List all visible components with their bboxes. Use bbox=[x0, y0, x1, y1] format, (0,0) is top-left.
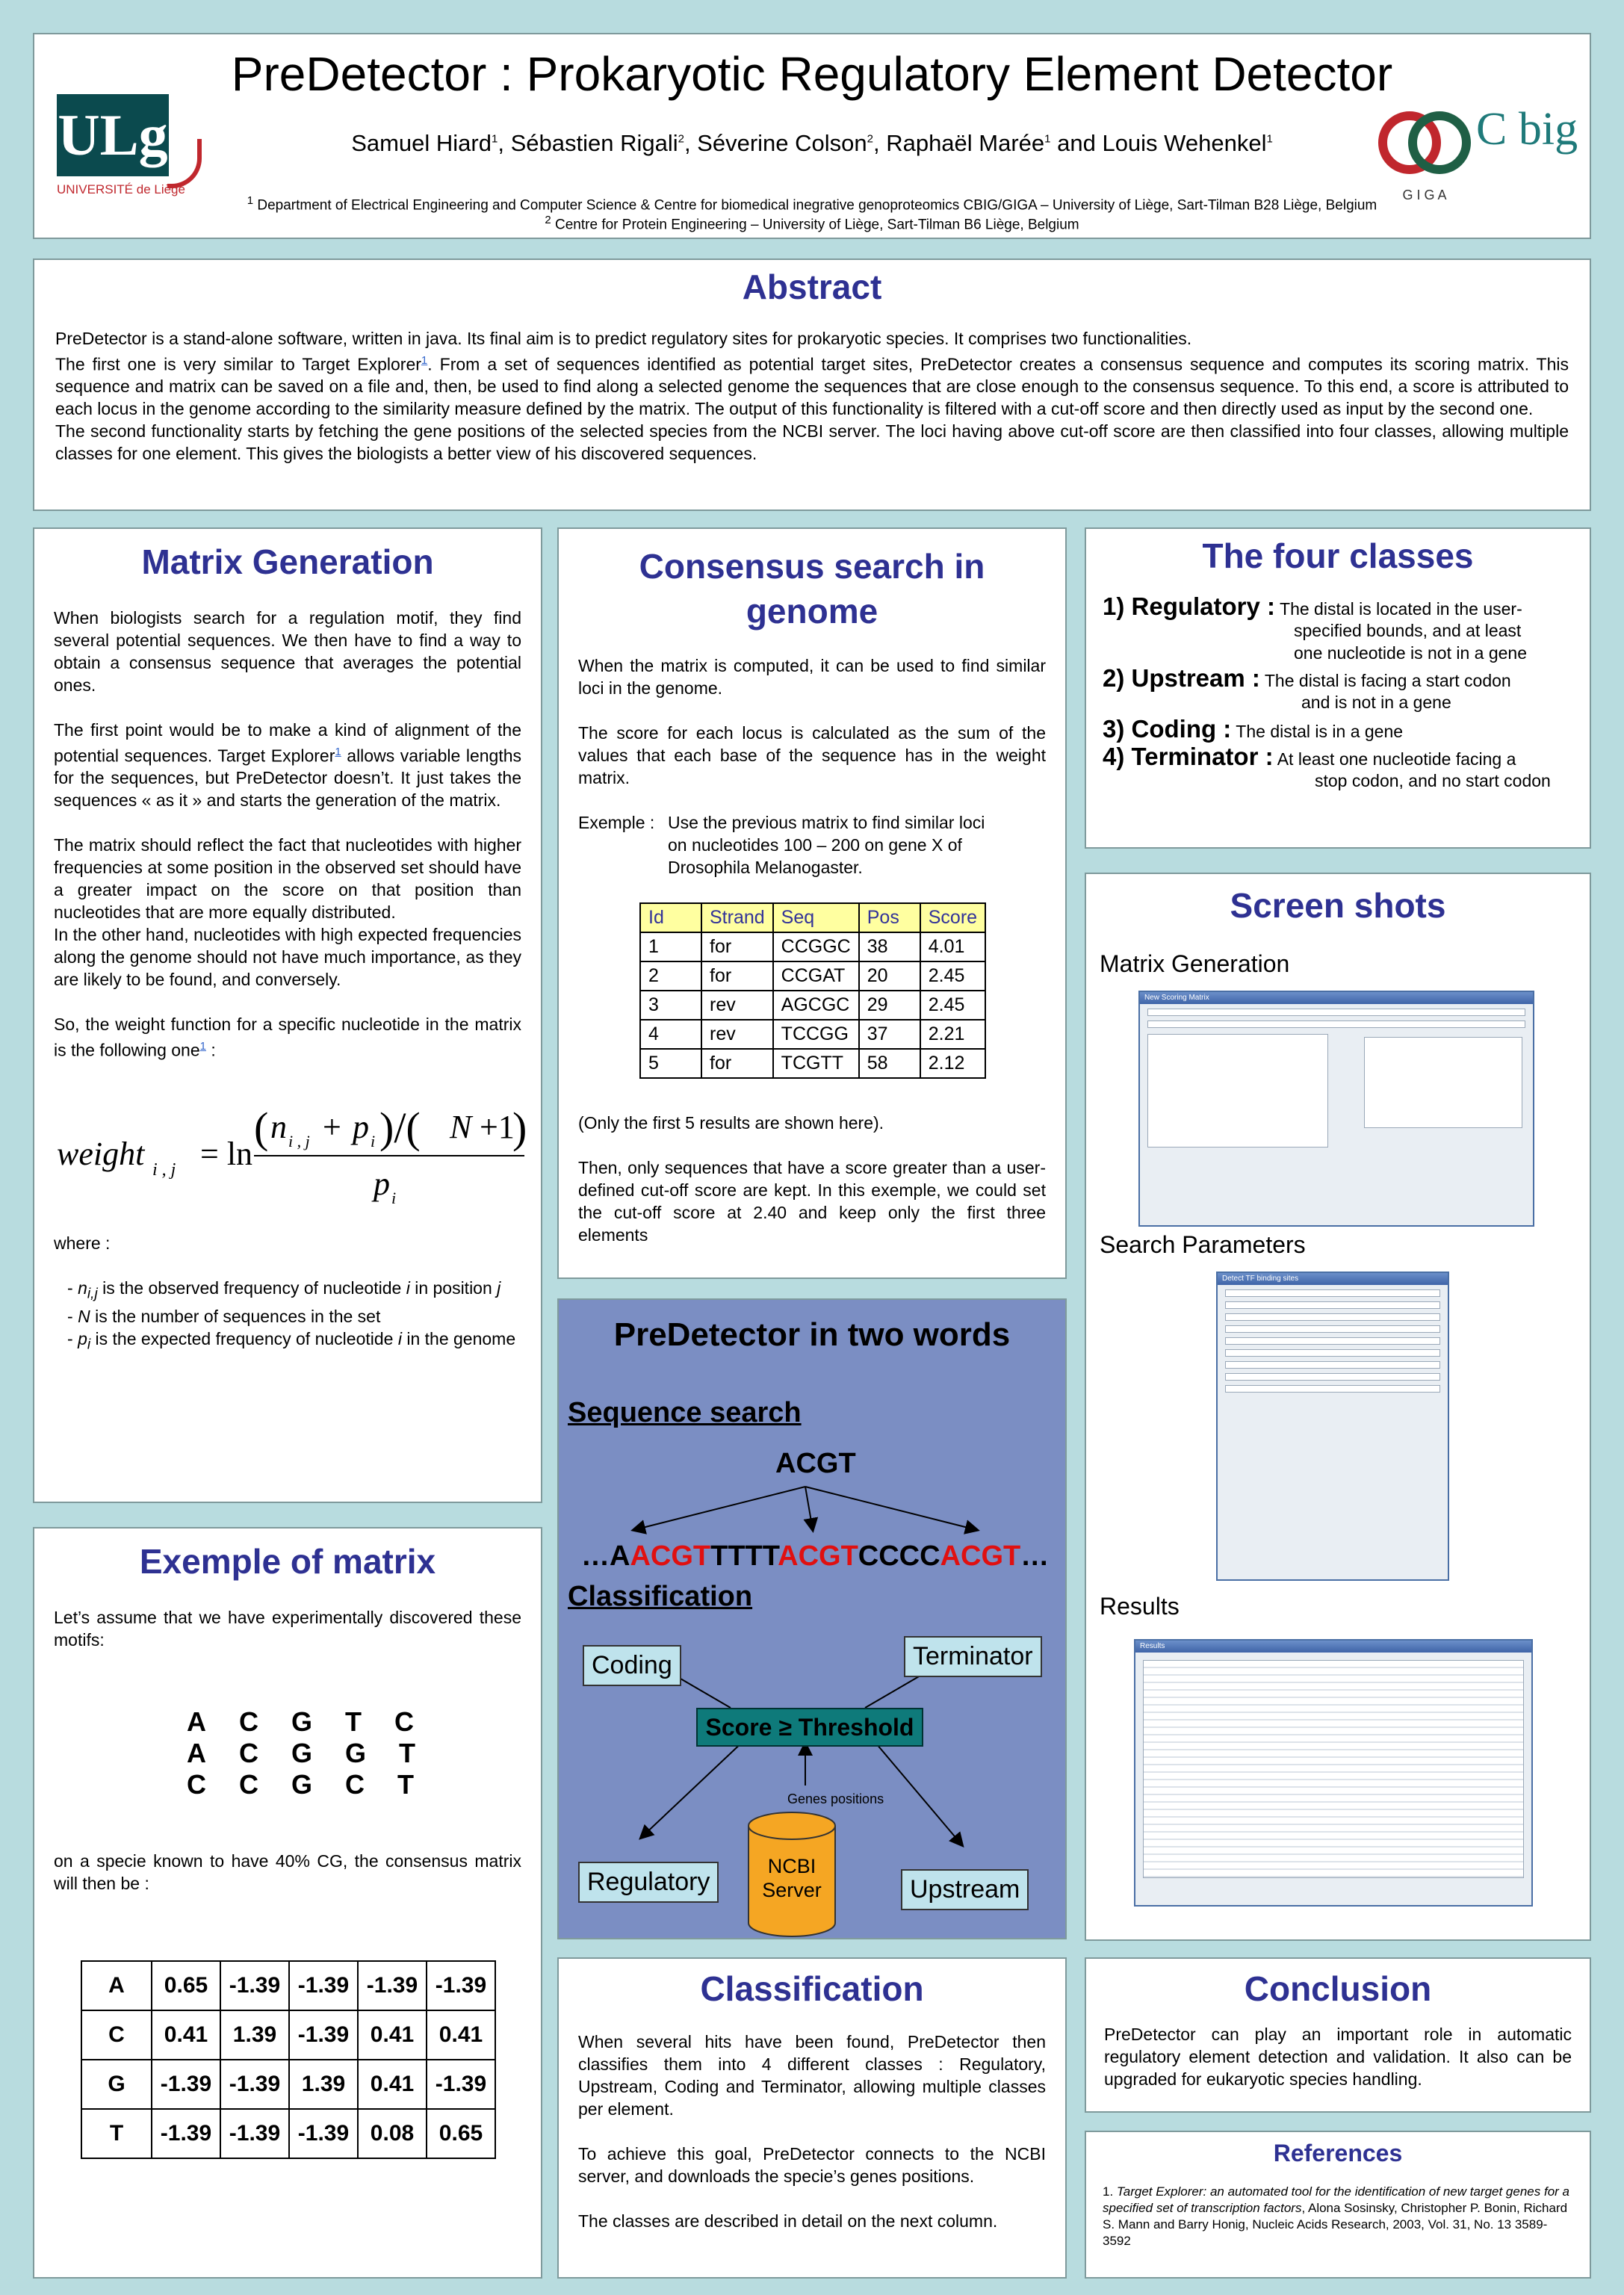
motif-3: CCGCT bbox=[187, 1768, 447, 1800]
svg-text:= ln: = ln bbox=[200, 1135, 253, 1172]
motif-acgt: ACGT bbox=[775, 1448, 856, 1479]
seq-part-3: CCCC bbox=[858, 1540, 940, 1572]
sequence-search-heading: Sequence search bbox=[568, 1397, 802, 1428]
win1-field bbox=[1147, 1020, 1525, 1028]
matrix-cell: 0.65 bbox=[152, 1961, 220, 2010]
classification-paragraph-3: The classes are described in detail on the next column. bbox=[578, 2211, 998, 2231]
four-classes-title: The four classes bbox=[1202, 536, 1474, 575]
references-panel bbox=[1085, 2131, 1591, 2279]
class-regulatory bbox=[1103, 592, 1573, 665]
results-cell: 2.12 bbox=[920, 1049, 985, 1078]
svg-text:): ) bbox=[512, 1103, 527, 1152]
matrix-cell: -1.39 bbox=[220, 2060, 289, 2109]
matrix-nucleotide-label: G bbox=[81, 2060, 152, 2109]
matrix-cell: 1.39 bbox=[289, 2060, 358, 2109]
abstract-panel bbox=[33, 258, 1591, 511]
svg-text:(: ( bbox=[254, 1103, 269, 1152]
sequence-string bbox=[581, 1540, 1049, 1573]
win2-field bbox=[1225, 1313, 1440, 1321]
motif-list bbox=[187, 1706, 521, 1800]
poster-title: PreDetector : Prokaryotic Regulatory Element Detector bbox=[231, 47, 1393, 101]
matrix-cell: 0.41 bbox=[358, 2010, 427, 2060]
matrix-nucleotide-label: A bbox=[81, 1961, 152, 2010]
class-regulatory-name: 1) Regulatory : bbox=[1103, 592, 1276, 620]
cbig-logo-text: C big bbox=[1476, 104, 1578, 155]
genes-positions-label: Genes positions bbox=[787, 1791, 884, 1806]
results-cell: 38 bbox=[859, 932, 920, 961]
ncbi-server-label: NCBI Server bbox=[762, 1855, 822, 1901]
classification-paragraph-2: To achieve this goal, PreDetector connects to the NCBI server, and downloads the specie’s genes positions. bbox=[578, 2143, 1046, 2186]
classification-title: Classification bbox=[700, 1969, 924, 2008]
affiliation-2 bbox=[34, 214, 1590, 233]
results-table bbox=[639, 902, 986, 1079]
reference-1-details: , Alona Sosinsky, Christopher P. Bonin, Richard S. Mann and Barry Honig, Nucleic Acids Research, 2003, Vol. 31, No. 13 3589-3592 bbox=[1103, 2201, 1568, 2248]
win2-field bbox=[1225, 1301, 1440, 1309]
matrix-cell: -1.39 bbox=[220, 2109, 289, 2158]
weight-formula bbox=[54, 1084, 527, 1218]
abstract-paragraph-1: PreDetector is a stand-alone software, written in java. Its final aim is to predict regulatory sites for prokaryotic species. It comprises two functionalities. bbox=[55, 328, 1192, 348]
consensus-footer bbox=[578, 1112, 1046, 1246]
results-cell: for bbox=[701, 961, 773, 991]
abstract-paragraph-3: The second functionality starts by fetching the gene positions of the selected species from the NCBI server. The loci having above cut-off score are then classified into four classes, allowing multiple classes for one element. This gives the biologists a better view of his discovered sequences. bbox=[55, 421, 1569, 464]
results-cell: TCGTT bbox=[773, 1049, 859, 1078]
results-header-cell: Strand bbox=[701, 903, 773, 932]
class-terminator-line-1: At least one nucleotide facing a bbox=[1277, 749, 1516, 769]
mg-paragraph-3: The matrix should reflect the fact that nucleotides with higher frequencies at some position in the observed set should have a greater impact on the score on that position than nucleotides that are more equally distributed. bbox=[54, 835, 521, 923]
win1-matrix-grid bbox=[1364, 1037, 1522, 1128]
matrix-generation-panel bbox=[33, 527, 542, 1503]
screenshot-label-matrix: Matrix Generation bbox=[1100, 950, 1290, 977]
mg-definitions bbox=[54, 1232, 521, 1357]
regulatory-box: Regulatory bbox=[578, 1862, 719, 1903]
references-title: References bbox=[1273, 2140, 1403, 2167]
matrix-cell: 0.41 bbox=[358, 2060, 427, 2109]
class-upstream-line-2: and is not in a gene bbox=[1301, 692, 1451, 712]
reference-1 bbox=[1103, 2184, 1573, 2249]
four-classes-panel bbox=[1085, 527, 1591, 849]
reference-1-title: Target Explorer: an automated tool for the identification of new target genes for a specified set of transcription factors bbox=[1103, 2184, 1569, 2215]
consensus-panel bbox=[557, 527, 1067, 1279]
consensus-example-line-1: Use the previous matrix to find similar loci bbox=[668, 813, 985, 832]
svg-text:i , j: i , j bbox=[152, 1159, 176, 1180]
coding-box: Coding bbox=[583, 1645, 681, 1686]
consensus-paragraph-1: When the matrix is computed, it can be used to find similar loci in the genome. bbox=[578, 656, 1046, 698]
conclusion-panel bbox=[1085, 1957, 1591, 2113]
results-row bbox=[640, 932, 985, 961]
matrix-cell: -1.39 bbox=[152, 2060, 220, 2109]
screenshots-panel bbox=[1085, 873, 1591, 1941]
matrix-row bbox=[81, 1961, 495, 2010]
consensus-example-line-2: on nucleotides 100 – 200 on gene X of bbox=[668, 835, 962, 855]
matrix-cell: 0.08 bbox=[358, 2109, 427, 2158]
win2-field bbox=[1225, 1373, 1440, 1381]
classification-paragraph-1: When several hits have been found, PreDetector then classifies them into 4 different classes : Regulatory, Upstream, Coding and Terminator, allowing multiple classes per element. bbox=[578, 2031, 1046, 2119]
results-cell: 1 bbox=[640, 932, 701, 961]
header-panel bbox=[33, 33, 1591, 239]
giga-logo bbox=[1376, 102, 1473, 221]
consensus-body bbox=[578, 654, 1046, 880]
results-cell: 3 bbox=[640, 991, 701, 1020]
conclusion-body: PreDetector can play an important role in automatic regulatory element detection and validation. It also can be upgraded for eukaryotic species handling. bbox=[1104, 2024, 1572, 2089]
results-row bbox=[640, 1020, 985, 1049]
results-cell: 37 bbox=[859, 1020, 920, 1049]
score-threshold-box: Score ≥ Threshold bbox=[696, 1708, 923, 1747]
affiliation-2-text: Centre for Protein Engineering – University of Liège, Sart-Tilman B6 Liège, Belgium bbox=[555, 217, 1079, 233]
svg-text:i: i bbox=[371, 1131, 376, 1150]
seq-part-2: TTTT bbox=[710, 1540, 778, 1572]
consensus-paragraph-3: Then, only sequences that have a score greater than a user-defined cut-off score are kept. In this exemple, we could set the cut-off score at 2.40 and keep only the first three elements bbox=[578, 1158, 1046, 1245]
results-row bbox=[640, 991, 985, 1020]
matrix-cell: -1.39 bbox=[289, 2109, 358, 2158]
mg-definition-1: - $n_{i,j}$ is the observed frequency of nucleotide i in position j bbox=[67, 1277, 501, 1302]
consensus-example-line-3: Drosophila Melanogaster. bbox=[668, 858, 863, 877]
consensus-paragraph-2: The score for each locus is calculated as the sum of the values that each base of the sequence has in the weight matrix. bbox=[578, 723, 1046, 787]
win1-sequence-list bbox=[1147, 1034, 1328, 1148]
classification-panel bbox=[557, 1957, 1067, 2279]
win2-field bbox=[1225, 1337, 1440, 1345]
results-cell: 4.01 bbox=[920, 932, 985, 961]
svg-text:N: N bbox=[450, 1108, 472, 1145]
affiliation-1-text: Department of Electrical Engineering and Computer Science & Centre for biomedical inegrative genoproteomics CBIG/GIGA – University of Liège, Sart-Tilman B28 Liège, Belgium bbox=[257, 197, 1377, 214]
svg-text:weight: weight bbox=[57, 1135, 145, 1172]
motif-2: ACGGT bbox=[187, 1737, 448, 1768]
screenshot-matrix-generation bbox=[1138, 991, 1534, 1227]
mg-p2-start: The first point would be to make a kind of alignment of the potential sequences. Target Explorer bbox=[54, 719, 521, 766]
class-upstream-line-1: The distal is facing a start codon bbox=[1264, 670, 1511, 690]
results-cell: rev bbox=[701, 1020, 773, 1049]
matrix-generation-body bbox=[54, 607, 521, 1062]
results-cell: CCGAT bbox=[773, 961, 859, 991]
mg-p5-start: So, the weight function for a specific nucleotide in the matrix is the following one bbox=[54, 1015, 521, 1060]
exemple-matrix-panel bbox=[33, 1527, 542, 2279]
mg-p2-end: allows variable lengths for the sequences, but PreDetector doesn’t. It just takes the sequences « as it » and starts the generation of the matrix. bbox=[54, 746, 521, 811]
classification-heading: Classification bbox=[568, 1581, 753, 1612]
results-cell: for bbox=[701, 932, 773, 961]
mg-paragraph-2 bbox=[54, 719, 521, 812]
results-cell: 2.45 bbox=[920, 961, 985, 991]
motif-1: ACGTC bbox=[187, 1706, 447, 1737]
results-cell: 2.45 bbox=[920, 991, 985, 1020]
matrix-cell: -1.39 bbox=[289, 2010, 358, 2060]
class-regulatory-line-3: one nucleotide is not in a gene bbox=[1294, 642, 1528, 663]
svg-text:)/(: )/( bbox=[379, 1103, 421, 1152]
class-upstream bbox=[1103, 663, 1573, 714]
class-upstream-name: 2) Upstream : bbox=[1103, 663, 1260, 692]
results-header-cell: Id bbox=[640, 903, 701, 932]
mg-paragraph-4: In the other hand, nucleotides with high expected frequencies along the genome should not have much importance, as they are likely to be found, and conversely. bbox=[54, 925, 521, 990]
upstream-box: Upstream bbox=[901, 1869, 1029, 1910]
results-cell: 2.21 bbox=[920, 1020, 985, 1049]
abstract-reference-link[interactable]: 1 bbox=[421, 353, 428, 367]
two-words-title: PreDetector in two words bbox=[613, 1316, 1011, 1353]
class-coding-line-1: The distal is in a gene bbox=[1236, 721, 1404, 741]
svg-text:+: + bbox=[323, 1108, 341, 1145]
svg-text:+1: +1 bbox=[480, 1108, 515, 1145]
matrix-cell: -1.39 bbox=[358, 1961, 427, 2010]
class-regulatory-line-2: specified bounds, and at least bbox=[1294, 620, 1522, 640]
reference-1-number: 1. bbox=[1103, 2184, 1114, 2199]
matrix-nucleotide-label: T bbox=[81, 2109, 152, 2158]
mg-paragraph-1: When biologists search for a regulation motif, they find several potential sequences. We then have to find a way to obtain a consensus sequence that averages the potential ones. bbox=[54, 607, 521, 695]
results-row bbox=[640, 961, 985, 991]
abstract-title: Abstract bbox=[742, 267, 882, 306]
abstract-paragraph-2 bbox=[55, 350, 1569, 421]
matrix-row bbox=[81, 2109, 495, 2158]
consensus-example bbox=[578, 811, 1046, 880]
mg-reference-link-2[interactable]: 1 bbox=[199, 1040, 206, 1053]
exemple-matrix-intro: Let’s assume that we have experimentally discovered these motifs: bbox=[54, 1607, 521, 1650]
matrix-cell: -1.39 bbox=[427, 1961, 495, 2010]
consensus-example-label: Exemple : bbox=[578, 813, 655, 832]
class-regulatory-line-1: The distal is located in the user- bbox=[1280, 598, 1522, 619]
results-cell: 58 bbox=[859, 1049, 920, 1078]
abstract-p2-end: . From a set of sequences identified as potential target sites, PreDetector creates a consensus sequence and computes its scoring matrix. This sequence and matrix can be saved on a file and, then, be used to find along a selected genome the sequences that are close enough to the consensus sequence. To this end, a score is attributed to each locus in the genome according to the similarity measure defined by the matrix. The output of this functionality is filtered with a cut-off score and then directly used as input by the second one. bbox=[55, 354, 1569, 419]
win2-titlebar: Detect TF binding sites bbox=[1218, 1273, 1448, 1285]
results-cell: CCGGC bbox=[773, 932, 859, 961]
svg-text:p: p bbox=[374, 1165, 390, 1202]
matrix-cell: -1.39 bbox=[289, 1961, 358, 2010]
seq-match-2: ACGT bbox=[778, 1540, 858, 1572]
abstract-p2-start: The first one is very similar to Target Explorer bbox=[55, 354, 421, 374]
mg-paragraph-5 bbox=[54, 1013, 521, 1062]
matrix-cell: 0.41 bbox=[152, 2010, 220, 2060]
matrix-nucleotide-label: C bbox=[81, 2010, 152, 2060]
two-words-panel bbox=[557, 1298, 1067, 1939]
win2-field bbox=[1225, 1385, 1440, 1393]
screenshots-title: Screen shots bbox=[1230, 886, 1446, 925]
results-cell: for bbox=[701, 1049, 773, 1078]
results-row bbox=[640, 1049, 985, 1078]
ulg-logo-text: ULg bbox=[57, 94, 169, 176]
class-terminator-name: 4) Terminator : bbox=[1103, 742, 1274, 770]
terminator-box: Terminator bbox=[904, 1636, 1042, 1677]
exemple-matrix-note: on a specie known to have 40% CG, the consensus matrix will then be : bbox=[54, 1850, 521, 1893]
matrix-cell: 0.41 bbox=[427, 2010, 495, 2060]
affiliation-1 bbox=[34, 194, 1590, 214]
svg-text:i , j: i , j bbox=[288, 1131, 310, 1150]
mg-where: where : bbox=[54, 1233, 111, 1253]
conclusion-title: Conclusion bbox=[1244, 1969, 1432, 2008]
win2-field bbox=[1225, 1289, 1440, 1297]
affiliation-1-number: 1 bbox=[247, 194, 254, 207]
giga-logo-icon bbox=[1376, 102, 1473, 184]
results-cell: 2 bbox=[640, 961, 701, 991]
screenshot-search-parameters bbox=[1216, 1272, 1449, 1581]
results-header-cell: Pos bbox=[859, 903, 920, 932]
matrix-generation-title: Matrix Generation bbox=[141, 542, 434, 581]
consensus-note: (Only the first 5 results are shown here). bbox=[578, 1113, 884, 1133]
ulg-logo-subtitle: UNIVERSITÉ de Liège bbox=[57, 182, 185, 196]
win1-field bbox=[1147, 1009, 1525, 1016]
results-cell: TCCGG bbox=[773, 1020, 859, 1049]
mg-definition-2: - N is the number of sequences in the set bbox=[67, 1307, 381, 1327]
win3-results-grid bbox=[1143, 1660, 1524, 1878]
authors: Samuel Hiard$^1$, Sébastien Rigali$^2$, Séverine Colson$^2$, Raphaël Marée$^1$ and Louis Wehenkel$^1$ bbox=[351, 130, 1273, 156]
class-terminator bbox=[1103, 742, 1573, 793]
mg-p5-end: : bbox=[205, 1040, 216, 1060]
class-terminator-line-2: stop codon, and no start codon bbox=[1315, 770, 1551, 790]
exemple-matrix-title: Exemple of matrix bbox=[139, 1542, 436, 1581]
cbig-logo bbox=[1476, 103, 1581, 215]
results-cell: rev bbox=[701, 991, 773, 1020]
results-cell: 5 bbox=[640, 1049, 701, 1078]
matrix-cell: -1.39 bbox=[220, 1961, 289, 2010]
results-cell: AGCGC bbox=[773, 991, 859, 1020]
matrix-row bbox=[81, 2010, 495, 2060]
win2-field bbox=[1225, 1325, 1440, 1333]
win3-titlebar: Results bbox=[1135, 1641, 1531, 1653]
motif-arrows bbox=[559, 1479, 1068, 1539]
results-header-cell: Seq bbox=[773, 903, 859, 932]
seq-match-3: ACGT bbox=[940, 1540, 1021, 1572]
matrix-cell: 1.39 bbox=[220, 2010, 289, 2060]
classification-body bbox=[578, 2031, 1046, 2232]
seq-part-1: …A bbox=[581, 1540, 630, 1572]
abstract-body bbox=[55, 327, 1569, 465]
consensus-matrix-table bbox=[81, 1960, 496, 2159]
svg-text:n: n bbox=[270, 1108, 287, 1145]
win2-field bbox=[1225, 1361, 1440, 1369]
affiliation-2-number: 2 bbox=[545, 214, 551, 226]
seq-part-4: … bbox=[1020, 1540, 1050, 1572]
win1-titlebar: New Scoring Matrix bbox=[1140, 992, 1533, 1004]
results-header-cell: Score bbox=[920, 903, 985, 932]
class-coding bbox=[1103, 714, 1573, 743]
class-coding-name: 3) Coding : bbox=[1103, 714, 1232, 743]
matrix-cell: -1.39 bbox=[427, 2060, 495, 2109]
win2-field bbox=[1225, 1349, 1440, 1357]
matrix-row bbox=[81, 2060, 495, 2109]
matrix-cell: 0.65 bbox=[427, 2109, 495, 2158]
mg-reference-link-1[interactable]: 1 bbox=[335, 745, 341, 758]
consensus-title: Consensus search in genome bbox=[639, 547, 985, 631]
svg-text:p: p bbox=[353, 1108, 369, 1145]
screenshot-results bbox=[1134, 1639, 1533, 1907]
mg-definition-3: - $p_i$ is the expected frequency of nucleotide i in the genome bbox=[67, 1329, 516, 1353]
results-cell: 29 bbox=[859, 991, 920, 1020]
giga-logo-text: G I G A bbox=[1402, 188, 1447, 202]
results-cell: 4 bbox=[640, 1020, 701, 1049]
svg-text:i: i bbox=[391, 1188, 397, 1207]
matrix-cell: -1.39 bbox=[152, 2109, 220, 2158]
results-cell: 20 bbox=[859, 961, 920, 991]
screenshot-label-results: Results bbox=[1100, 1593, 1180, 1620]
screenshot-label-search: Search Parameters bbox=[1100, 1231, 1306, 1258]
seq-match-1: ACGT bbox=[630, 1540, 711, 1572]
